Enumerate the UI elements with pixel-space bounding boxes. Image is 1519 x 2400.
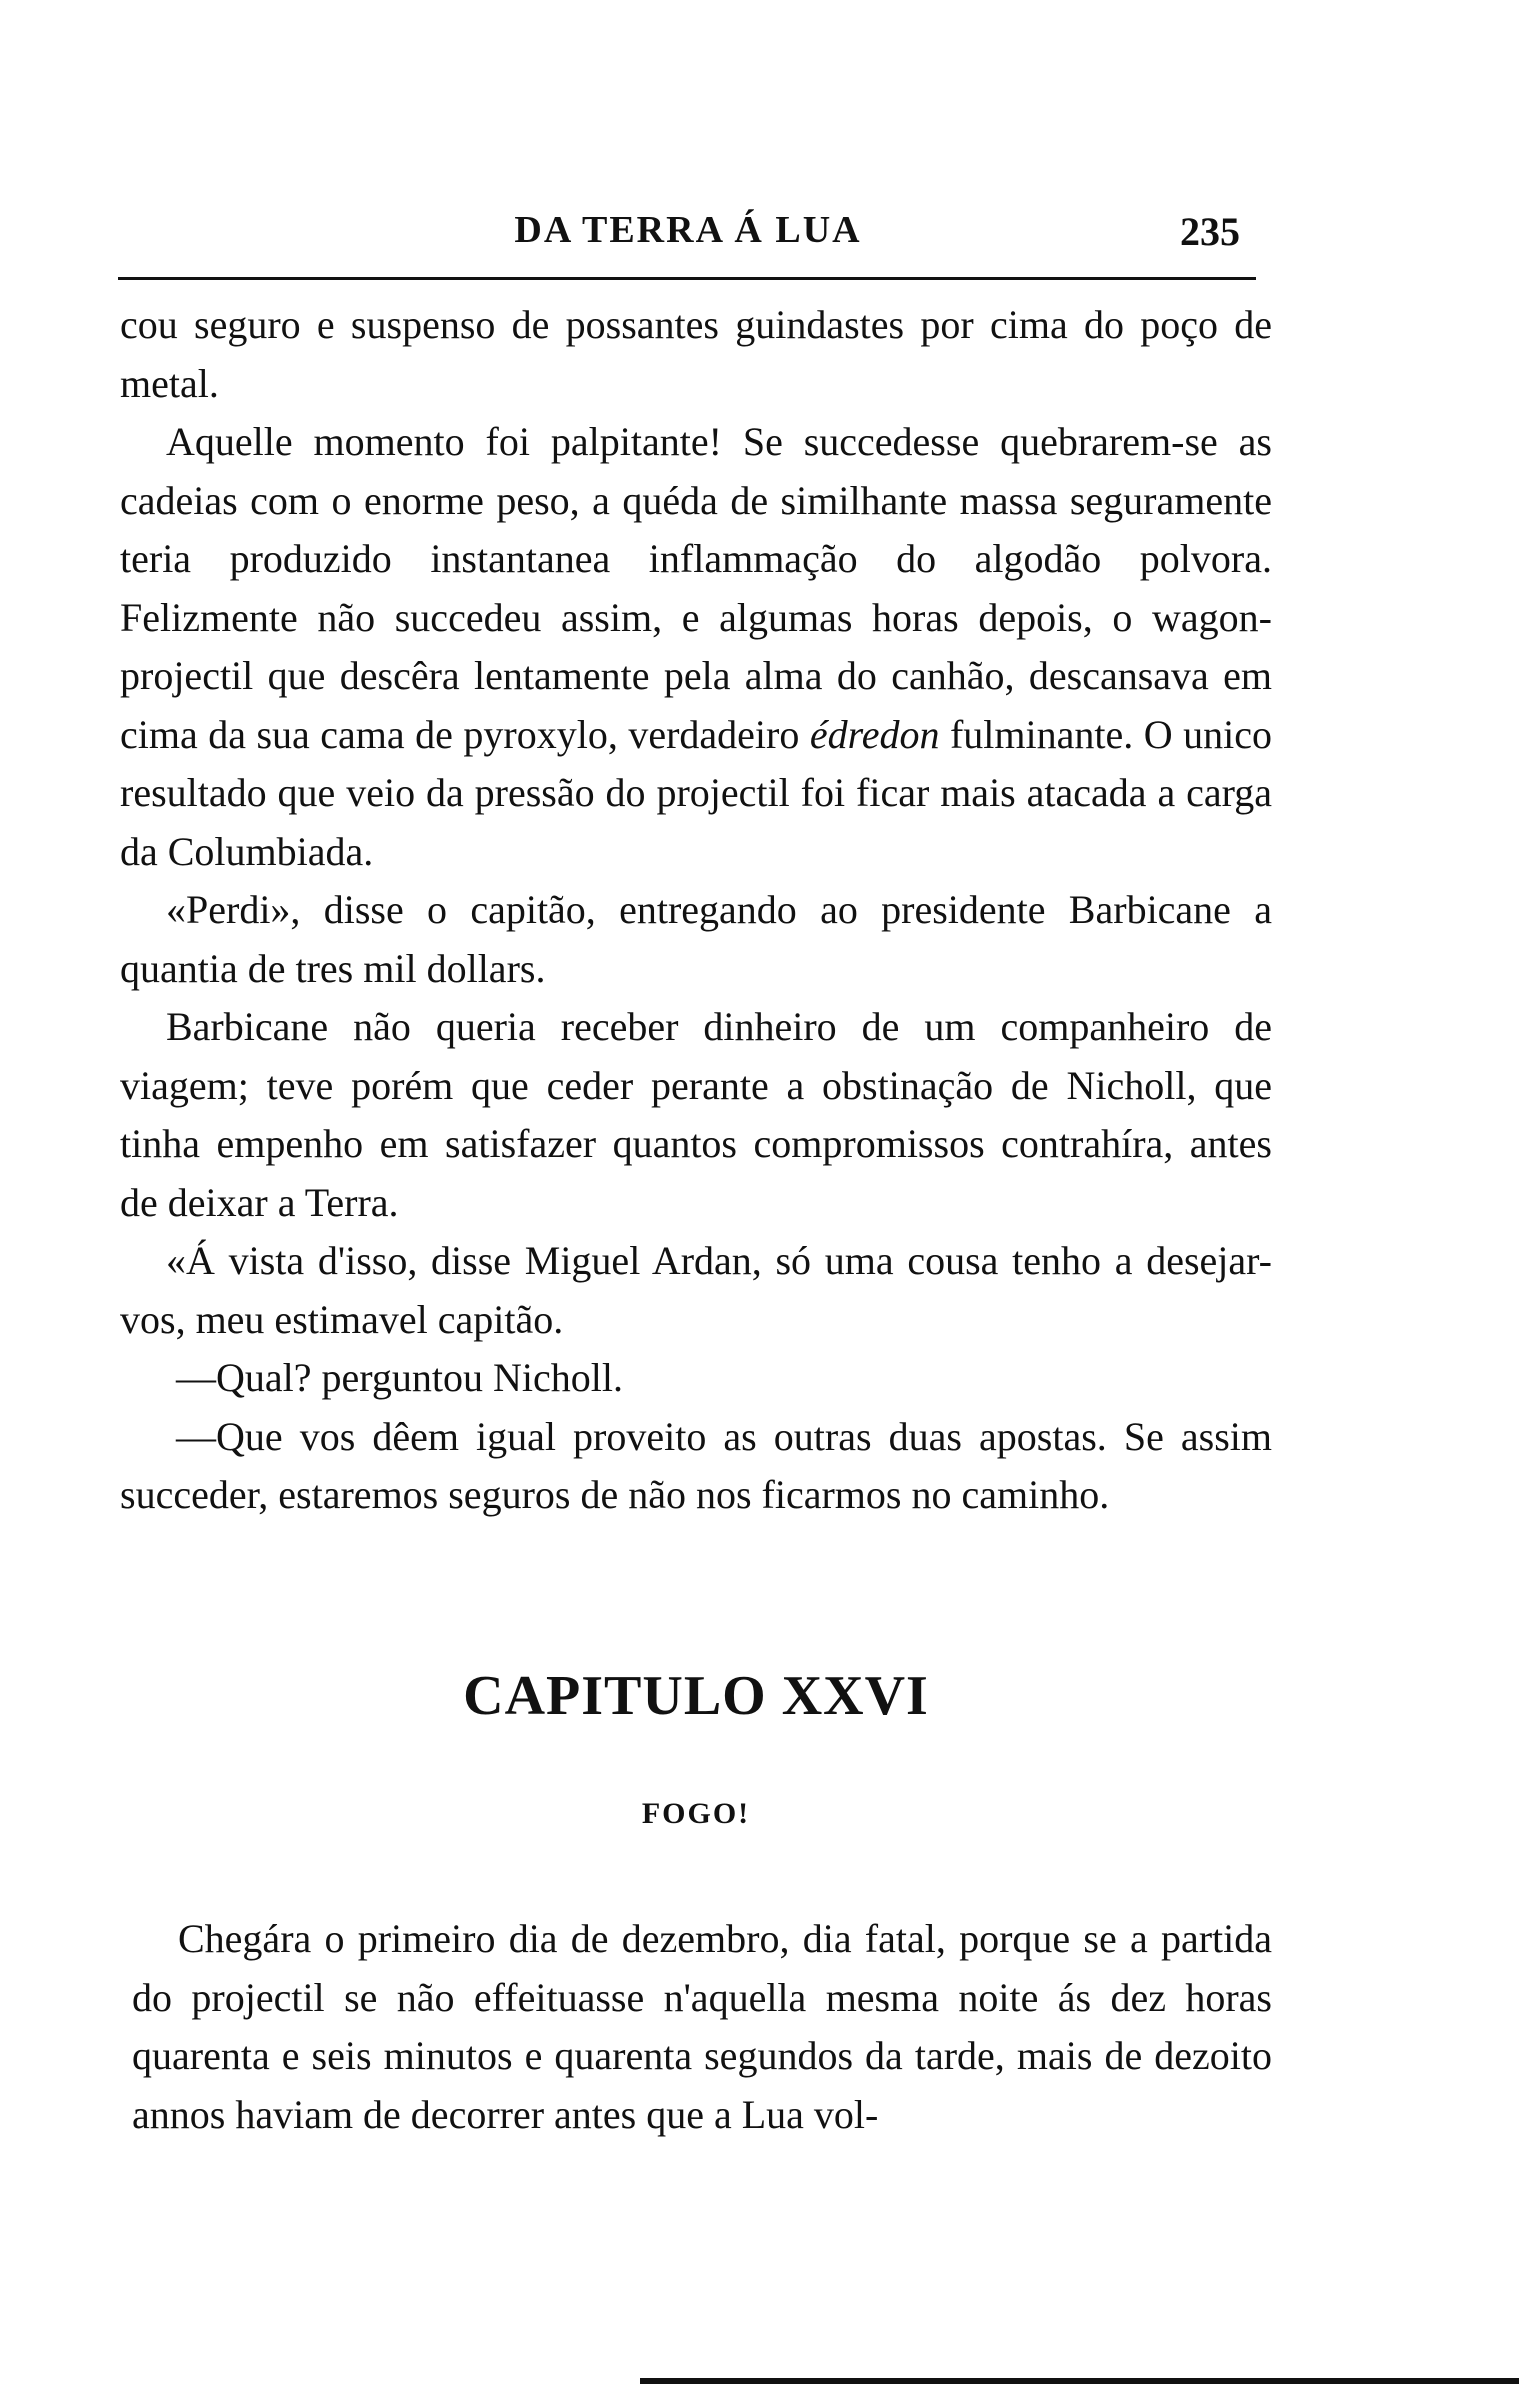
chapter-paragraph-1: Chegára o primeiro dia de dezembro, dia fatal, porque se a partida do projectil se não effeituasse n'aquella mesma noite ás dez horas quarenta e seis minutos e quarenta segundos da tarde, mais de dezoito annos haviam de decorrer antes que a Lua vol- (132, 1916, 1272, 2137)
paragraph-2-part-a: Aquelle momento foi palpitante! Se succedesse quebrarem-se as cadeias com o enorme peso, a quéda de similhante massa seguramente teria produzido instantanea inflammação do algodão polvora. Felizmente não succedeu assim, e algumas horas depois, o wagon-projectil que descêra lentamente pela alma do canhão, descansava em cima da sua cama de pyroxylo, verdadeiro (120, 419, 1272, 757)
paragraph-6: —Qual? perguntou Nicholl. (176, 1355, 623, 1400)
paragraph-5: «Á vista d'isso, disse Miguel Ardan, só uma cousa tenho a desejar-vos, meu estimavel capitão. (120, 1238, 1272, 1342)
running-head (118, 208, 1258, 268)
paragraph-1: cou seguro e suspenso de possantes guindastes por cima do poço de metal. (120, 302, 1272, 406)
paragraph-2-italic: édredon (809, 711, 940, 757)
body-text (120, 296, 1272, 1525)
paragraph-3: «Perdi», disse o capitão, entregando ao presidente Barbicane a quantia de tres mil dollars. (120, 887, 1272, 991)
paragraph-2-part-b: fulminante. O unico resultado que veio da pressão do projectil foi ficar mais atacada a carga da Columbiada. (120, 711, 1272, 874)
chapter-subtitle: FOGO! (641, 1797, 751, 1830)
bottom-rule (640, 2378, 1519, 2384)
paragraph-4: Barbicane não queria receber dinheiro de um companheiro de viagem; teve porém que ceder perante a obstinação de Nicholl, que tinha empenho em satisfazer quantos compromissos contrahíra, antes de deixar a Terra. (120, 1004, 1272, 1225)
chapter-text (132, 1910, 1272, 2144)
page-number: 235 (1180, 209, 1240, 254)
paragraph-7: —Que vos dêem igual proveito as outras duas apostas. Se assim succeder, estaremos seguros de não nos ficarmos no caminho. (120, 1413, 1272, 1517)
header-rule (118, 277, 1256, 280)
paragraph-2 (120, 413, 1272, 881)
chapter-title: CAPITULO XXVI (463, 1665, 929, 1727)
running-title: DA TERRA Á LUA (514, 209, 862, 251)
